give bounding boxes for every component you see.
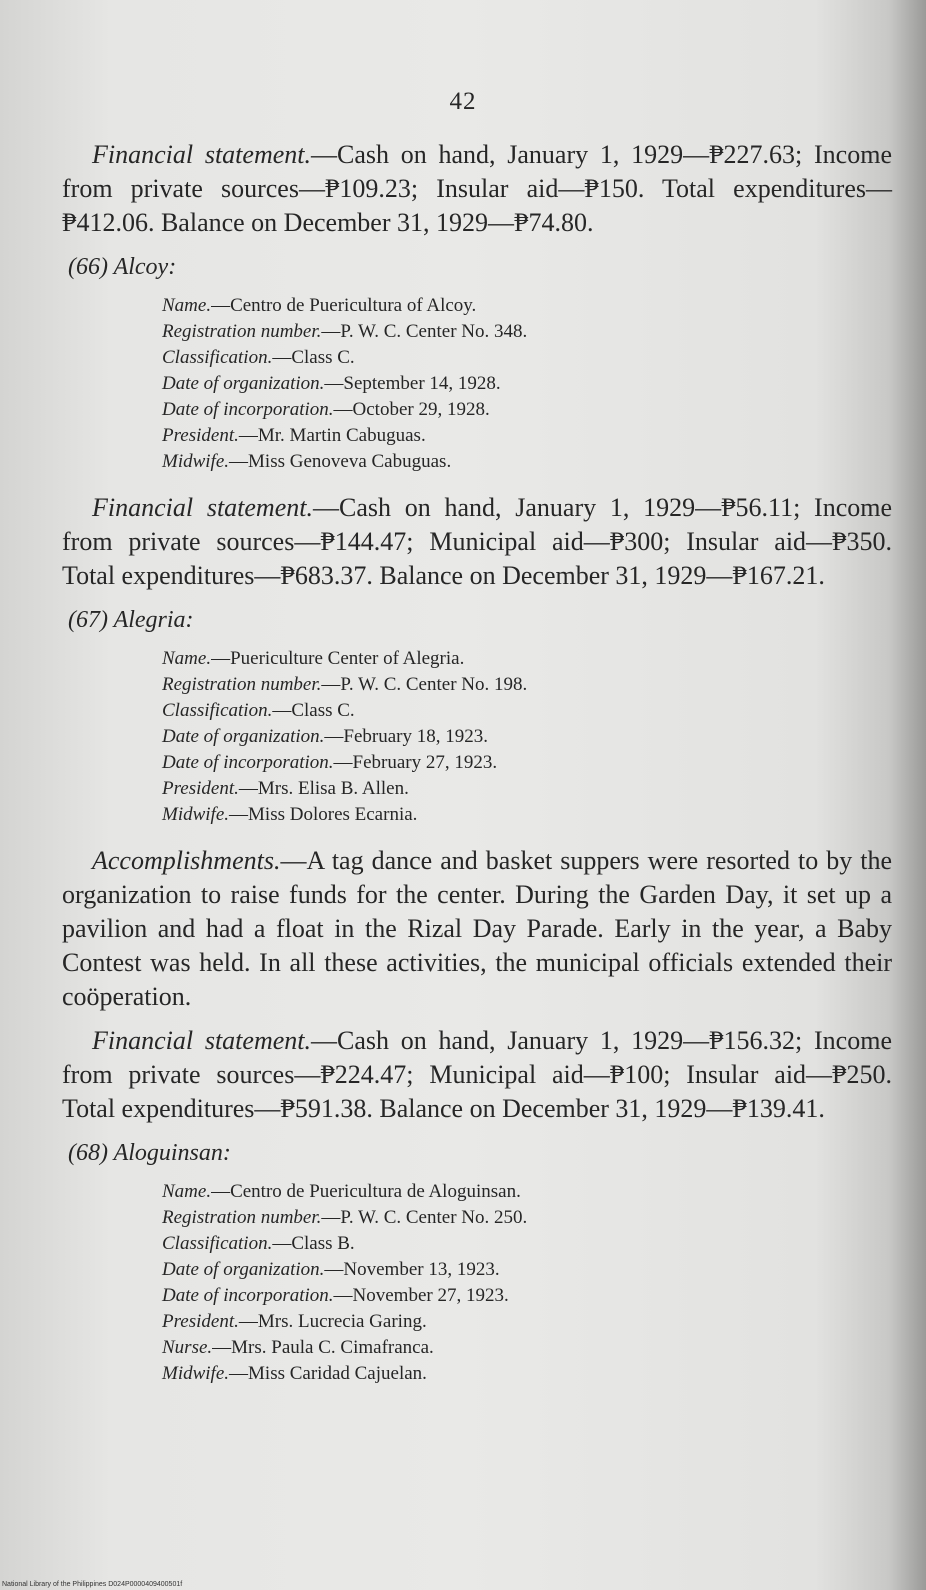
paragraph-text: —A tag dance and basket suppers were resorted to by the organization to raise funds for the center. During the Garden Day, it set up a pavilion and had a float in the Rizal Day Parade. Early in the year, a Baby Contest was held. In all these activities, the municipal officials extended their coöperation. xyxy=(62,846,892,1011)
entry-line xyxy=(162,1361,892,1387)
entry-key: President. xyxy=(162,425,239,446)
page-body xyxy=(62,138,892,1403)
paragraph-text: —Cash on hand, January 1, 1929—₱156.32; Income from private sources—₱224.47; Municipal aid—₱100; Insular aid—₱250. Total expenditures—₱591.38. Balance on December 31, 1929—₱139.41. xyxy=(62,1026,892,1123)
entry-line xyxy=(162,449,892,475)
entry-key: Classification. xyxy=(162,700,273,721)
entry-value: —Centro de Puericultura de Aloguinsan. xyxy=(211,1181,521,1202)
entry-key: Date of organization. xyxy=(162,1259,325,1280)
entry-line xyxy=(162,646,892,672)
entry-value: —Centro de Puericultura of Alcoy. xyxy=(211,295,477,316)
entry-value: —Class C. xyxy=(272,347,355,368)
section-number: (67) xyxy=(68,607,108,633)
entry-key: Registration number. xyxy=(162,1207,322,1228)
entry-key: Name. xyxy=(162,295,212,316)
section-number: (66) xyxy=(68,254,108,280)
entry-line xyxy=(162,698,892,724)
financial-statement-paragraph xyxy=(62,138,892,240)
entry-line xyxy=(162,1283,892,1309)
entry-line xyxy=(162,293,892,319)
entry-value: —Puericulture Center of Alegria. xyxy=(211,648,465,669)
accomplishments-paragraph xyxy=(62,844,892,1014)
paragraph-lead: Financial statement. xyxy=(92,1026,311,1055)
entry-line xyxy=(162,776,892,802)
entry-key: Registration number. xyxy=(162,321,322,342)
financial-statement-paragraph xyxy=(62,1024,892,1126)
entry-value: —February 18, 1923. xyxy=(324,726,488,747)
entry-value: —November 13, 1923. xyxy=(324,1259,500,1280)
entry-key: Name. xyxy=(162,1181,212,1202)
entry-key: Nurse. xyxy=(162,1337,213,1358)
entry-value: —Miss Dolores Ecarnia. xyxy=(229,804,418,825)
section-number: (68) xyxy=(68,1140,108,1166)
entry-value: —P. W. C. Center No. 348. xyxy=(321,321,528,342)
entry-line xyxy=(162,802,892,828)
entry-value: —Class C. xyxy=(272,700,355,721)
entry-list-alegria xyxy=(162,646,892,828)
entry-value: —Mrs. Elisa B. Allen. xyxy=(238,778,409,799)
section-name: Alegria: xyxy=(113,607,194,633)
page-number: 42 xyxy=(449,88,477,115)
paragraph-lead: Financial statement. xyxy=(92,140,311,169)
entry-value: —Miss Caridad Cajuelan. xyxy=(229,1363,427,1384)
entry-value: —Mrs. Lucrecia Garing. xyxy=(238,1311,427,1332)
entry-value: —November 27, 1923. xyxy=(333,1285,509,1306)
entry-line xyxy=(162,423,892,449)
entry-line xyxy=(162,319,892,345)
entry-line xyxy=(162,371,892,397)
paragraph-lead: Financial statement. xyxy=(92,493,313,522)
entry-value: —October 29, 1928. xyxy=(333,399,490,420)
entry-line xyxy=(162,1205,892,1231)
entry-key: Classification. xyxy=(162,347,273,368)
entry-key: Midwife. xyxy=(162,451,230,472)
entry-list-alcoy xyxy=(162,293,892,475)
entry-key: Midwife. xyxy=(162,804,230,825)
entry-value: —Class B. xyxy=(272,1233,355,1254)
entry-line xyxy=(162,345,892,371)
entry-value: —Miss Genoveva Cabuguas. xyxy=(229,451,452,472)
entry-list-aloguinsan xyxy=(162,1179,892,1387)
section-heading-alegria xyxy=(68,607,892,634)
section-name: Alcoy: xyxy=(113,254,177,280)
entry-key: Classification. xyxy=(162,1233,273,1254)
financial-statement-paragraph xyxy=(62,491,892,593)
entry-value: —Mrs. Paula C. Cimafranca. xyxy=(212,1337,434,1358)
entry-value: —P. W. C. Center No. 250. xyxy=(321,1207,528,1228)
section-heading-aloguinsan xyxy=(68,1140,892,1167)
paragraph-lead: Accomplishments. xyxy=(92,846,281,875)
entry-key: Date of organization. xyxy=(162,373,325,394)
entry-line xyxy=(162,1335,892,1361)
entry-key: President. xyxy=(162,1311,239,1332)
entry-value: —September 14, 1928. xyxy=(324,373,501,394)
entry-line xyxy=(162,750,892,776)
entry-key: Date of incorporation. xyxy=(162,1285,334,1306)
entry-key: Date of incorporation. xyxy=(162,399,334,420)
entry-key: Date of organization. xyxy=(162,726,325,747)
entry-key: Name. xyxy=(162,648,212,669)
section-name: Aloguinsan: xyxy=(113,1140,231,1166)
entry-key: Midwife. xyxy=(162,1363,230,1384)
entry-line xyxy=(162,1309,892,1335)
entry-value: —P. W. C. Center No. 198. xyxy=(321,674,528,695)
entry-line xyxy=(162,1179,892,1205)
entry-key: Date of incorporation. xyxy=(162,752,334,773)
entry-line xyxy=(162,397,892,423)
entry-line xyxy=(162,672,892,698)
entry-key: Registration number. xyxy=(162,674,322,695)
paragraph-text: —Cash on hand, January 1, 1929—₱56.11; Income from private sources—₱144.47; Municipal aid—₱300; Insular aid—₱350. Total expenditures—₱683.37. Balance on December 31, 1929—₱167.21. xyxy=(62,493,892,590)
entry-value: —February 27, 1923. xyxy=(333,752,498,773)
entry-key: President. xyxy=(162,778,239,799)
section-heading-alcoy xyxy=(68,254,892,281)
scan-footer-caption: National Library of the Philippines D024P0000409400501f xyxy=(2,1581,183,1588)
paragraph-text: —Cash on hand, January 1, 1929—₱227.63; Income from private sources—₱109.23; Insular aid—₱150. Total expenditures—₱412.06. Balance on December 31, 1929—₱74.80. xyxy=(62,140,892,237)
entry-line xyxy=(162,1231,892,1257)
entry-line xyxy=(162,724,892,750)
entry-line xyxy=(162,1257,892,1283)
entry-value: —Mr. Martin Cabuguas. xyxy=(238,425,426,446)
